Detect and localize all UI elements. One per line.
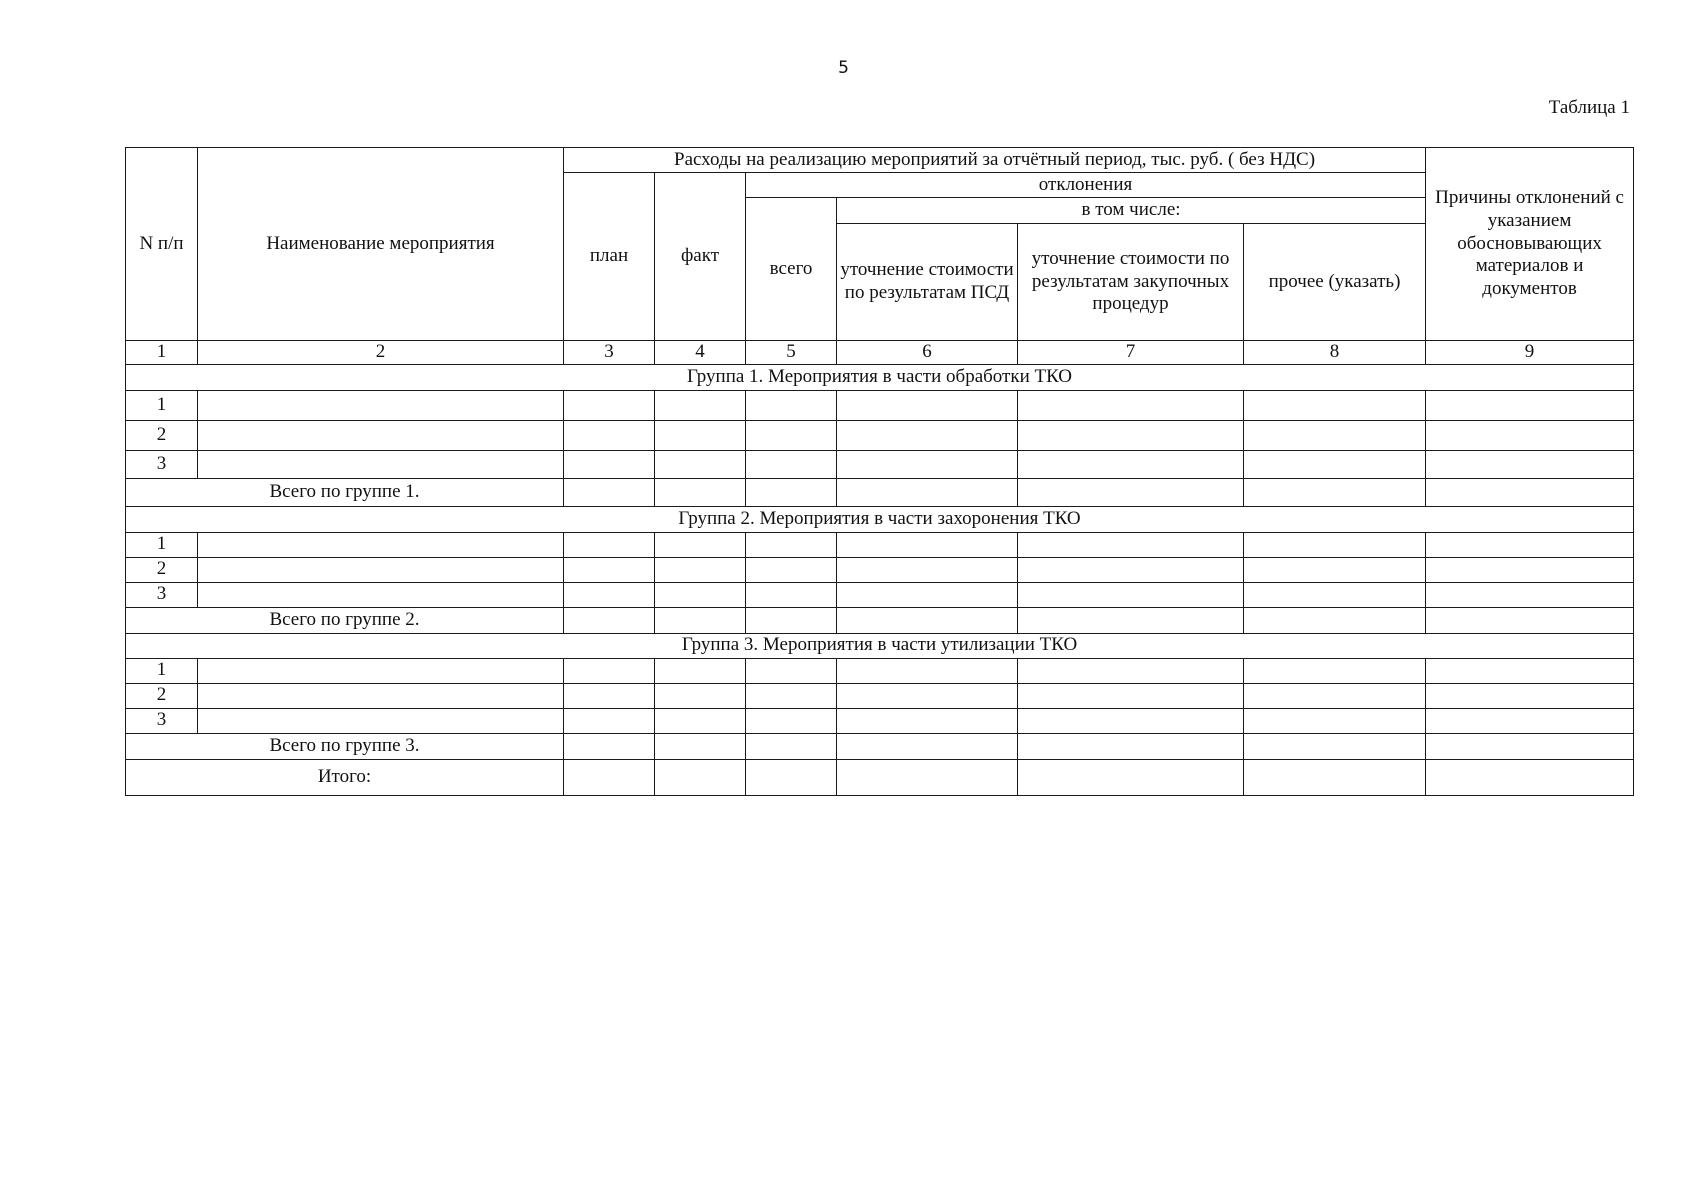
cell-reasons[interactable] (1426, 708, 1634, 733)
cell-other[interactable] (1244, 478, 1426, 506)
header-fact: факт (655, 173, 746, 341)
cell-other[interactable] (1244, 733, 1426, 759)
cell-other[interactable] (1244, 759, 1426, 795)
cell-procurement[interactable] (1018, 759, 1244, 795)
group-title-row (126, 506, 1634, 532)
cell-other[interactable] (1244, 658, 1426, 683)
cell-total[interactable] (746, 582, 837, 607)
cell-name[interactable] (198, 390, 564, 420)
group-title: Группа 1. Мероприятия в части обработки ТКО (126, 364, 1634, 390)
report-table (125, 147, 1634, 796)
cell-reasons[interactable] (1426, 658, 1634, 683)
row-number: 2 (126, 683, 198, 708)
cell-psd[interactable] (837, 450, 1018, 478)
cell-name[interactable] (198, 420, 564, 450)
header-reasons: Причины отклонений с указанием обосновывающих материалов и документов (1426, 148, 1634, 341)
table-caption: Таблица 1 (1548, 97, 1630, 118)
cell-fact[interactable] (655, 607, 746, 633)
cell-psd[interactable] (837, 557, 1018, 582)
cell-reasons[interactable] (1426, 582, 1634, 607)
cell-plan[interactable] (564, 683, 655, 708)
header-plan: план (564, 173, 655, 341)
cell-psd[interactable] (837, 683, 1018, 708)
cell-total[interactable] (746, 759, 837, 795)
cell-reasons[interactable] (1426, 607, 1634, 633)
cell-plan[interactable] (564, 582, 655, 607)
cell-fact[interactable] (655, 532, 746, 557)
cell-name[interactable] (198, 683, 564, 708)
cell-procurement[interactable] (1018, 607, 1244, 633)
cell-name[interactable] (198, 532, 564, 557)
column-number: 9 (1426, 341, 1634, 365)
column-number: 7 (1018, 341, 1244, 365)
cell-reasons[interactable] (1426, 733, 1634, 759)
cell-other[interactable] (1244, 683, 1426, 708)
cell-total[interactable] (746, 708, 837, 733)
row-number: 3 (126, 450, 198, 478)
cell-reasons[interactable] (1426, 390, 1634, 420)
cell-total[interactable] (746, 607, 837, 633)
table-row (126, 557, 1634, 582)
cell-name[interactable] (198, 450, 564, 478)
cell-fact[interactable] (655, 450, 746, 478)
cell-total[interactable] (746, 532, 837, 557)
row-number: 2 (126, 420, 198, 450)
group-total-row (126, 478, 1634, 506)
cell-other[interactable] (1244, 532, 1426, 557)
cell-reasons[interactable] (1426, 759, 1634, 795)
table-row (126, 390, 1634, 420)
table-row (126, 420, 1634, 450)
cell-other[interactable] (1244, 450, 1426, 478)
cell-fact[interactable] (655, 733, 746, 759)
header-deviations: отклонения (746, 173, 1426, 198)
header-name: Наименование мероприятия (198, 148, 564, 341)
group-total-label: Всего по группе 2. (126, 607, 564, 633)
cell-reasons[interactable] (1426, 557, 1634, 582)
column-number: 8 (1244, 341, 1426, 365)
cell-procurement[interactable] (1018, 390, 1244, 420)
cell-reasons[interactable] (1426, 532, 1634, 557)
table-row (126, 658, 1634, 683)
cell-plan[interactable] (564, 478, 655, 506)
cell-plan[interactable] (564, 708, 655, 733)
cell-other[interactable] (1244, 557, 1426, 582)
column-numbers-row (126, 341, 1634, 365)
cell-fact[interactable] (655, 390, 746, 420)
cell-procurement[interactable] (1018, 450, 1244, 478)
header-other: прочее (указать) (1244, 224, 1426, 341)
cell-fact[interactable] (655, 658, 746, 683)
header-total: всего (746, 198, 837, 341)
cell-total[interactable] (746, 450, 837, 478)
cell-procurement[interactable] (1018, 733, 1244, 759)
cell-procurement[interactable] (1018, 582, 1244, 607)
cell-reasons[interactable] (1426, 450, 1634, 478)
cell-fact[interactable] (655, 708, 746, 733)
cell-total[interactable] (746, 420, 837, 450)
cell-plan[interactable] (564, 420, 655, 450)
table-row (126, 450, 1634, 478)
cell-psd[interactable] (837, 759, 1018, 795)
grand-total-label: Итого: (126, 759, 564, 795)
table-row (126, 532, 1634, 557)
cell-procurement[interactable] (1018, 658, 1244, 683)
cell-procurement[interactable] (1018, 557, 1244, 582)
cell-plan[interactable] (564, 390, 655, 420)
table-row (126, 683, 1634, 708)
cell-plan[interactable] (564, 450, 655, 478)
row-number: 1 (126, 532, 198, 557)
cell-procurement[interactable] (1018, 420, 1244, 450)
group-title-row (126, 364, 1634, 390)
row-number: 1 (126, 658, 198, 683)
group-title: Группа 2. Мероприятия в части захоронения ТКО (126, 506, 1634, 532)
header-expenses: Расходы на реализацию мероприятий за отчётный период, тыс. руб. ( без НДС) (564, 148, 1426, 173)
row-number: 2 (126, 557, 198, 582)
group-total-row (126, 607, 1634, 633)
header-row-1 (126, 148, 1634, 173)
cell-other[interactable] (1244, 607, 1426, 633)
column-number: 2 (198, 341, 564, 365)
cell-other[interactable] (1244, 420, 1426, 450)
cell-psd[interactable] (837, 390, 1018, 420)
cell-plan[interactable] (564, 658, 655, 683)
group-total-label: Всего по группе 3. (126, 733, 564, 759)
cell-reasons[interactable] (1426, 420, 1634, 450)
cell-plan[interactable] (564, 532, 655, 557)
table-row (126, 708, 1634, 733)
cell-total[interactable] (746, 683, 837, 708)
column-number: 6 (837, 341, 1018, 365)
group-title-row (126, 633, 1634, 658)
cell-fact[interactable] (655, 759, 746, 795)
table-row (126, 582, 1634, 607)
header-procurement: уточнение стоимости по результатам закупочных процедур (1018, 224, 1244, 341)
cell-fact[interactable] (655, 557, 746, 582)
cell-total[interactable] (746, 390, 837, 420)
cell-fact[interactable] (655, 478, 746, 506)
group-total-label: Всего по группе 1. (126, 478, 564, 506)
column-number: 4 (655, 341, 746, 365)
cell-other[interactable] (1244, 582, 1426, 607)
cell-psd[interactable] (837, 582, 1018, 607)
group-title: Группа 3. Мероприятия в части утилизации ТКО (126, 633, 1634, 658)
cell-name[interactable] (198, 658, 564, 683)
cell-total[interactable] (746, 658, 837, 683)
cell-psd[interactable] (837, 658, 1018, 683)
cell-reasons[interactable] (1426, 478, 1634, 506)
cell-procurement[interactable] (1018, 683, 1244, 708)
header-including: в том числе: (837, 198, 1426, 224)
row-number: 3 (126, 582, 198, 607)
cell-procurement[interactable] (1018, 478, 1244, 506)
group-total-row (126, 733, 1634, 759)
cell-fact[interactable] (655, 420, 746, 450)
cell-psd[interactable] (837, 733, 1018, 759)
cell-total[interactable] (746, 557, 837, 582)
column-number: 5 (746, 341, 837, 365)
row-number: 1 (126, 390, 198, 420)
header-num: N п/п (126, 148, 198, 341)
row-number: 3 (126, 708, 198, 733)
cell-fact[interactable] (655, 582, 746, 607)
cell-psd[interactable] (837, 607, 1018, 633)
cell-plan[interactable] (564, 557, 655, 582)
cell-psd[interactable] (837, 420, 1018, 450)
cell-total[interactable] (746, 478, 837, 506)
cell-other[interactable] (1244, 708, 1426, 733)
cell-total[interactable] (746, 733, 837, 759)
cell-name[interactable] (198, 708, 564, 733)
header-psd: уточнение стоимости по результатам ПСД (837, 224, 1018, 341)
cell-psd[interactable] (837, 708, 1018, 733)
cell-psd[interactable] (837, 478, 1018, 506)
cell-name[interactable] (198, 557, 564, 582)
cell-fact[interactable] (655, 683, 746, 708)
cell-procurement[interactable] (1018, 532, 1244, 557)
column-number: 3 (564, 341, 655, 365)
cell-other[interactable] (1244, 390, 1426, 420)
column-number: 1 (126, 341, 198, 365)
grand-total-row (126, 759, 1634, 795)
cell-psd[interactable] (837, 532, 1018, 557)
cell-name[interactable] (198, 582, 564, 607)
cell-reasons[interactable] (1426, 683, 1634, 708)
cell-procurement[interactable] (1018, 708, 1244, 733)
cell-plan[interactable] (564, 733, 655, 759)
cell-plan[interactable] (564, 607, 655, 633)
page-number: 5 (838, 58, 849, 78)
cell-plan[interactable] (564, 759, 655, 795)
